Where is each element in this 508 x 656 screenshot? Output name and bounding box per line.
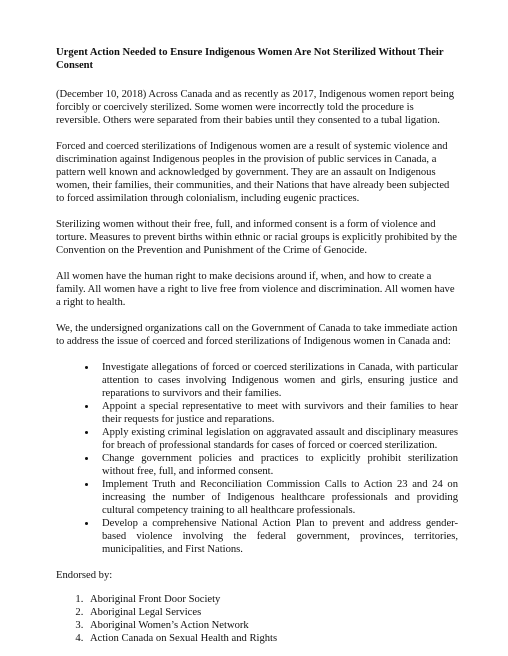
consent-paragraph: Sterilizing women without their free, full, and informed consent is a form of violence and torture. Measures to prevent births within ethnic or racial groups is explicitly prohibited by the Convention on the Prevention and Punishment of the Crime of Genocide. xyxy=(56,219,457,256)
call-to-action-paragraph: We, the undersigned organizations call on the Government of Canada to take immediate action to address the issue of coerced and forced sterilizations of Indigenous women in Canada and: xyxy=(56,323,458,347)
action-item: • Appoint a special representative to meet with survivors and their families to hear their requests for justice and reparations. xyxy=(97,400,458,426)
document-title: Urgent Action Needed to Ensure Indigenous Women Are Not Sterilized Without Their Consent xyxy=(56,47,444,71)
endorser-item: 3. Aboriginal Women’s Action Network xyxy=(86,619,458,632)
action-item: • Apply existing criminal legislation on aggravated assault and disciplinary measures for breach of professional standards for cases of forced or coerced sterilization. xyxy=(97,426,458,452)
action-list xyxy=(56,361,458,556)
systemic-violence-paragraph: Forced and coerced sterilizations of Indigenous women are a result of systemic violence and discrimination against Indigenous peoples in the provision of public services in Canada, a pattern well known and acknowledged by government. They are an assault on Indigenous women, their families, their communities, and their Nations that have already been subjected to forced assimilation through colonialism, including eugenic practices. xyxy=(56,141,450,204)
action-item: • Implement Truth and Reconciliation Commission Calls to Action 23 and 24 on increasing the number of Indigenous healthcare professionals and providing cultural competency training to all healthcare professionals. xyxy=(97,478,458,517)
endorser-item: 2. Aboriginal Legal Services xyxy=(86,606,458,619)
action-item: • Change government policies and practices to explicitly prohibit sterilization without free, full, and informed consent. xyxy=(97,452,458,478)
endorsed-label: Endorsed by: xyxy=(56,570,113,581)
action-item: • Develop a comprehensive National Action Plan to prevent and address gender-based violence involving the federal government, provinces, territories, municipalities, and First Nations. xyxy=(97,517,458,556)
endorser-list xyxy=(56,593,458,645)
human-rights-paragraph: All women have the human right to make decisions around if, when, and how to create a family. All women have a right to live free from violence and discrimination. All women have a right to health. xyxy=(56,271,455,308)
intro-paragraph: (December 10, 2018) Across Canada and as recently as 2017, Indigenous women report being forcibly or coercively sterilized. Some women were incorrectly told the procedure is reversible. Others were separated from their babies until they consented to a tubal ligation. xyxy=(56,89,455,126)
endorser-item: 4. Action Canada on Sexual Health and Rights xyxy=(86,632,458,645)
action-item: • Investigate allegations of forced or coerced sterilizations in Canada, with particular attention to cases involving Indigenous women and girls, ensuring justice and reparations to survivors and their families. xyxy=(97,361,458,400)
endorser-item: 1. Aboriginal Front Door Society xyxy=(86,593,458,606)
